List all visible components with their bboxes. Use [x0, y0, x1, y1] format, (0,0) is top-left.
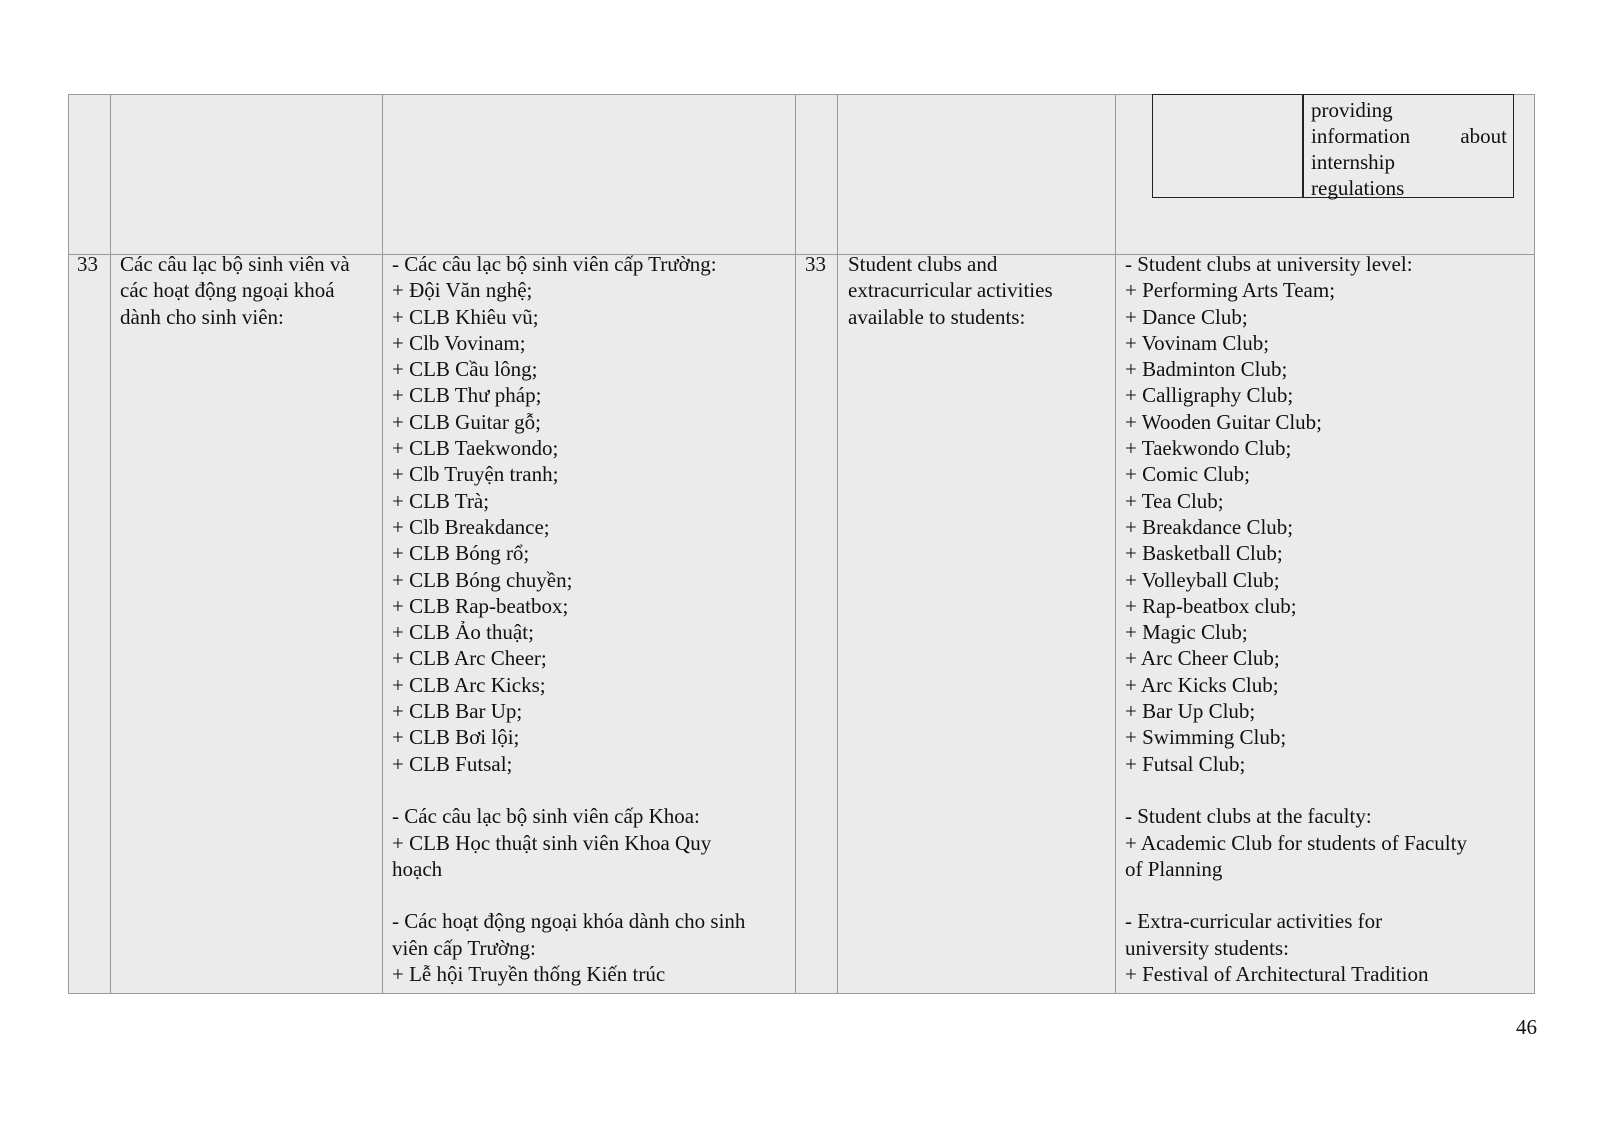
row-number-vi: 33: [77, 252, 98, 276]
note-line: providing: [1311, 98, 1393, 122]
detail-line: + Tea Club;: [1125, 488, 1224, 513]
column-divider: [110, 94, 111, 994]
table-border-left: [68, 94, 69, 994]
detail-line: - Các câu lạc bộ sinh viên cấp Trường:: [392, 252, 717, 276]
detail-line: + Arc Cheer Club;: [1125, 646, 1280, 671]
detail-line: + CLB Rap-beatbox;: [392, 593, 569, 618]
detail-line: + CLB Bar Up;: [392, 699, 523, 724]
detail-line: + CLB Bóng chuyền;: [392, 567, 573, 592]
column-divider: [1115, 94, 1116, 994]
detail-line: - Các câu lạc bộ sinh viên cấp Khoa:: [392, 804, 700, 829]
detail-line: + Calligraphy Club;: [1125, 383, 1294, 408]
detail-line: university students:: [1125, 935, 1289, 960]
bilingual-table: [68, 94, 1535, 994]
detail-line: [1125, 777, 1530, 803]
column-divider: [837, 94, 838, 994]
detail-line: + Performing Arts Team;: [1125, 278, 1336, 303]
detail-line: + Bar Up Club;: [1125, 699, 1256, 724]
criterion-vi: Các câu lạc bộ sinh viên và các hoạt động ngoại khoá dành cho sinh viên:: [120, 252, 350, 329]
detail-line: + Lễ hội Truyền thống Kiến trúc: [392, 962, 666, 987]
detail-line: + CLB Học thuật sinh viên Khoa Quy: [392, 830, 712, 855]
detail-line: + Arc Kicks Club;: [1125, 672, 1279, 697]
detail-line: + Festival of Architectural Tradition: [1125, 962, 1429, 987]
internship-note: [1311, 97, 1507, 201]
detail-line: + CLB Thư pháp;: [392, 383, 542, 408]
detail-line: - Extra-curricular activities for: [1125, 909, 1383, 934]
column-divider: [795, 94, 796, 994]
note-line: information about: [1311, 124, 1507, 148]
detail-line: viên cấp Trường:: [392, 935, 536, 960]
detail-line: + Futsal Club;: [1125, 751, 1246, 776]
detail-line: + Taekwondo Club;: [1125, 436, 1292, 461]
detail-line: + CLB Guitar gỗ;: [392, 409, 541, 434]
note-line: internship: [1311, 150, 1395, 174]
detail-line: + CLB Trà;: [392, 488, 490, 513]
detail-line: + CLB Arc Cheer;: [392, 646, 547, 671]
detail-line: + Swimming Club;: [1125, 725, 1287, 750]
note-line: regulations: [1311, 176, 1405, 200]
detail-line: + Badminton Club;: [1125, 357, 1288, 382]
detail-en: [1125, 251, 1530, 987]
detail-vi: [392, 251, 792, 987]
nested-table-divider: [1302, 95, 1304, 197]
detail-line: + CLB Bóng rổ;: [392, 541, 530, 566]
detail-line: + Basketball Club;: [1125, 541, 1283, 566]
detail-line: + CLB Taekwondo;: [392, 436, 559, 461]
detail-line: + Magic Club;: [1125, 620, 1248, 645]
detail-line: + Đội Văn nghệ;: [392, 278, 533, 303]
detail-line: + CLB Ảo thuật;: [392, 620, 534, 645]
detail-line: hoạch: [392, 856, 443, 881]
detail-line: - Student clubs at the faculty:: [1125, 804, 1372, 829]
detail-line: + Dance Club;: [1125, 304, 1248, 329]
table-border-right: [1534, 94, 1535, 994]
detail-line: + Clb Vovinam;: [392, 330, 526, 355]
detail-line: + Academic Club for students of Faculty: [1125, 830, 1467, 855]
detail-line: - Student clubs at university level:: [1125, 252, 1413, 276]
detail-line: + CLB Khiêu vũ;: [392, 304, 539, 329]
detail-line: + Volleyball Club;: [1125, 567, 1280, 592]
criterion-en: Student clubs and extracurricular activities available to students:: [848, 252, 1053, 329]
detail-line: + Breakdance Club;: [1125, 514, 1294, 539]
detail-line: + Comic Club;: [1125, 462, 1251, 487]
page-number: 46: [1516, 1015, 1537, 1039]
detail-line: [392, 777, 792, 803]
table-border-bottom: [68, 993, 1535, 994]
detail-line: + Wooden Guitar Club;: [1125, 409, 1322, 434]
row-number-en: 33: [805, 252, 826, 276]
detail-line: [1125, 882, 1530, 908]
detail-line: + Rap-beatbox club;: [1125, 593, 1297, 618]
detail-line: of Planning: [1125, 856, 1223, 881]
detail-line: [392, 882, 792, 908]
detail-line: + Clb Truyện tranh;: [392, 462, 559, 487]
column-divider: [382, 94, 383, 994]
detail-line: + CLB Futsal;: [392, 751, 513, 776]
detail-line: + Vovinam Club;: [1125, 330, 1270, 355]
detail-line: + Clb Breakdance;: [392, 514, 550, 539]
detail-line: + CLB Bơi lội;: [392, 725, 520, 750]
detail-line: + CLB Arc Kicks;: [392, 672, 546, 697]
previous-row-nested-table: [1152, 94, 1514, 198]
detail-line: - Các hoạt động ngoại khóa dành cho sinh: [392, 909, 746, 934]
detail-line: + CLB Cầu lông;: [392, 357, 538, 382]
